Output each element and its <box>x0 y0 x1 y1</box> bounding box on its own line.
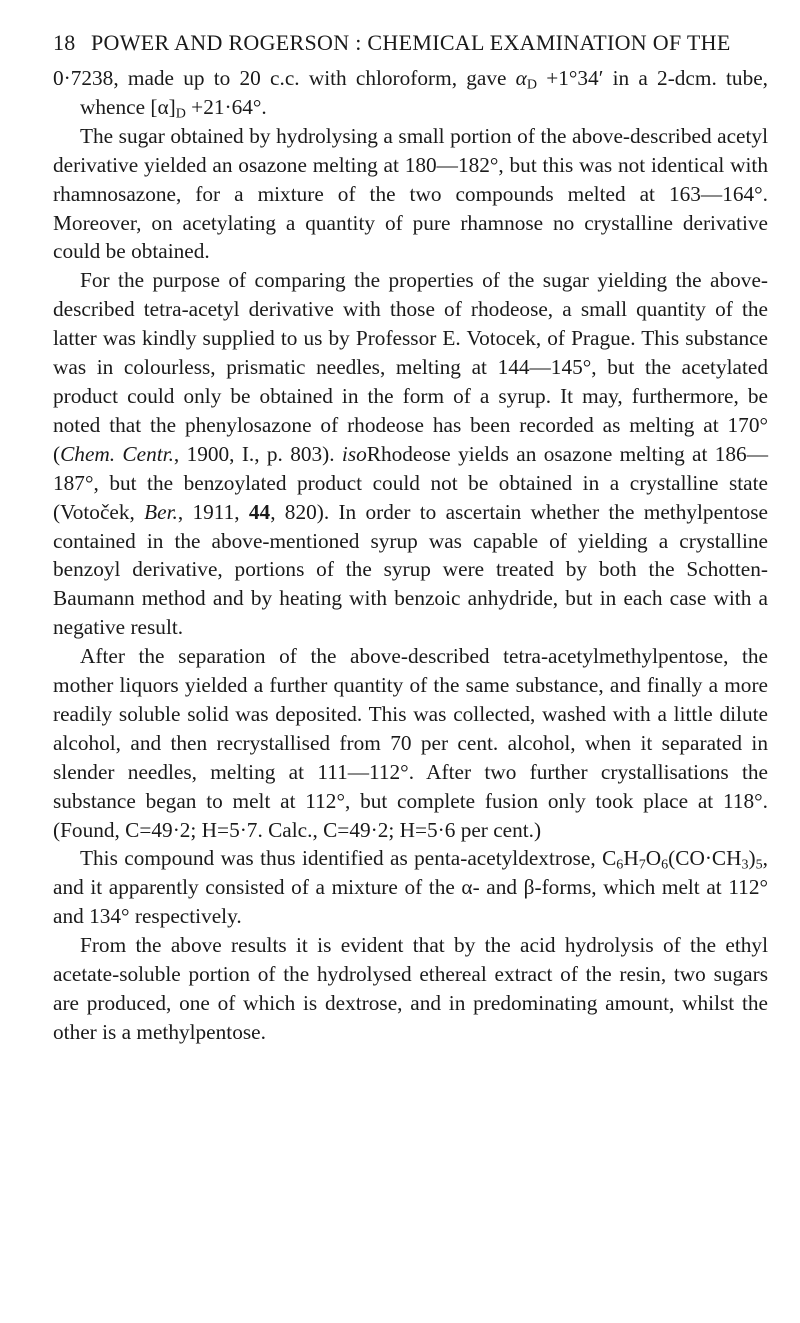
text-run: , 1900, I., p. 803). <box>173 441 342 466</box>
paragraph-osazone: The sugar obtained by hydrolysing a small portion of the above-described acetyl derivative yielded an osazone melting at 180—182°, but this was not identical with rhamnosazone, for a mixture of the two compounds melted at 163—164°. Moreover, on acetylating a quantity of pure rhamnose no crystalline derivative could be obtained. <box>53 123 768 264</box>
text-run: +1°34′ in a 2-dcm. tube, whence [α] <box>80 66 768 119</box>
subscript-d: D <box>526 76 538 93</box>
volume-number: 44 <box>248 499 271 524</box>
text-run: Rhodeose yields an osazone melting at 186—187°, but the benzoylated product could not be obtained in a crystalline state (Votoček, <box>53 441 768 524</box>
text-run: H <box>623 846 639 871</box>
paragraph-rhodeose <box>53 266 768 642</box>
running-header <box>53 28 768 58</box>
text-run: (CO·CH <box>668 846 742 871</box>
journal-name: Ber. <box>144 499 178 524</box>
paragraph-conclusion: From the above results it is evident that by the acid hydrolysis of the ethyl acetate-soluble portion of the hydrolysed ethereal extract of the resin, two sugars are produced, one of which is dextrose, and in predominating amount, whilst the other is a methylpentose. <box>53 933 768 1044</box>
paragraph-penta-acetyldextrose <box>53 844 768 931</box>
formula-subscript: 6 <box>661 856 669 873</box>
alpha-symbol: α <box>515 66 527 90</box>
formula-subscript: 6 <box>616 856 624 873</box>
formula-subscript: 5 <box>755 856 763 873</box>
text-run: This compound was thus identified as penta-acetyldextrose, C <box>80 846 617 871</box>
page-number: 18 <box>53 30 76 55</box>
text-run: For the purpose of comparing the properties of the sugar yielding the above-described tetra-acetyl derivative with those of rhodeose, a small quantity of the latter was kindly supplied to us by Professor E. Votocek, of Prague. This substance was in colourless, prismatic needles, melting at 144—145°, but the acetylated product could only be obtained in the form of a syrup. It may, furthermore, be noted that the phenylosazone of rhodeose has been recorded as melting at 170° ( <box>53 268 768 466</box>
text-run: 0·7238, made up to 20 c.c. with chloroform, gave <box>53 66 516 90</box>
text-run: , and it apparently consisted of a mixture of the α- and β-forms, which melt at 112° and 134° respectively. <box>53 846 768 929</box>
text-run: , 820). In order to ascertain whether the methylpentose contained in the above-mentioned syrup was capable of yielding a crystalline benzoyl derivative, portions of the syrup were treated by both the Schotten-Baumann method and by heating with benzoic anhydride, but in each case with a negative result. <box>53 499 768 640</box>
iso-prefix: iso <box>341 441 367 466</box>
text-run: +21·64°. <box>185 94 267 119</box>
paragraph-continued <box>53 64 768 122</box>
text-run: O <box>645 846 662 871</box>
formula-subscript: 3 <box>741 856 749 873</box>
formula-subscript: 7 <box>638 856 646 873</box>
running-title: POWER AND ROGERSON : CHEMICAL EXAMINATION OF THE <box>91 30 731 55</box>
journal-name: Chem. Centr. <box>60 441 174 466</box>
journal-page <box>53 28 768 1047</box>
text-run: ) <box>748 846 756 871</box>
text-run: , 1911, <box>177 499 249 524</box>
article-body <box>53 64 768 1047</box>
paragraph-separation: After the separation of the above-described tetra-acetylmethylpentose, the mother liquors yielded a further quantity of the same substance, and finally a more readily soluble solid was deposited. This was collected, washed with a little dilute alcohol, and then recrystallised from 70 per cent. alcohol, when it separated in slender needles, melting at 111—112°. After two further crystallisations the substance began to melt at 112°, but complete fusion only took place at 118°. (Found, C=49·2; H=5·7. Calc., C=49·2; H=5·6 per cent.) <box>53 644 768 842</box>
subscript-d: D <box>175 105 186 122</box>
